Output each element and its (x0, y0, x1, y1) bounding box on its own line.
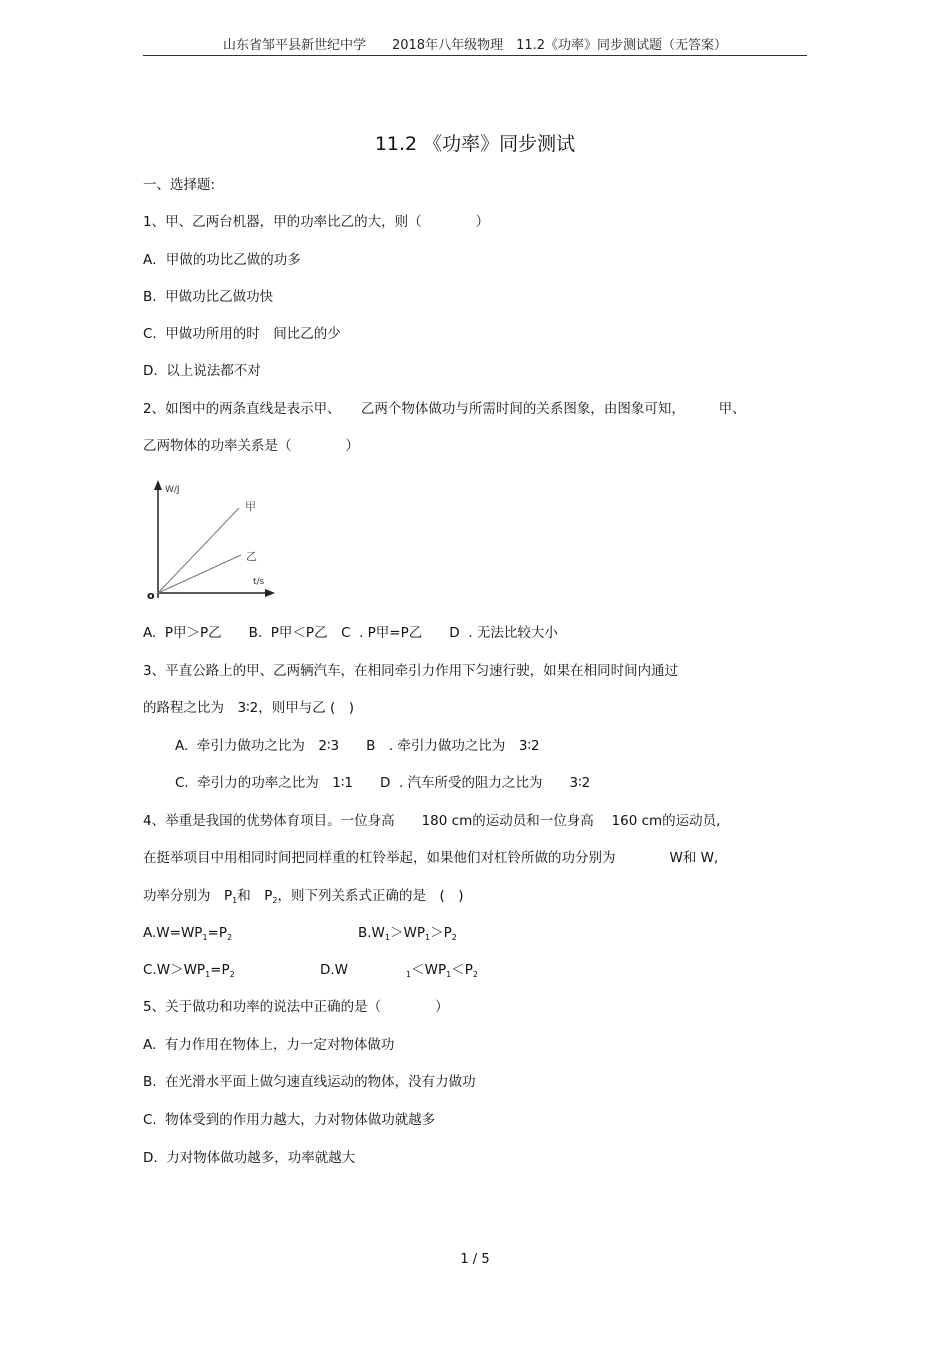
q2-stem-line2: 乙两物体的功率关系是（ ） (143, 438, 359, 454)
section-heading: 一、选择题: (143, 177, 216, 193)
q3-stem-line1: 3、平直公路上的甲、乙两辆汽车，在相同牵引力作用下匀速行驶，如果在相同时间内通过 (143, 663, 679, 679)
q3-options-row1: A. 牵引力做功之比为 2∶3 B . 牵引力做功之比为 3∶2 (175, 738, 540, 754)
q3-options-row2: C. 牵引力的功率之比为 1∶1 D . 汽车所受的阻力之比为 3∶2 (175, 775, 591, 791)
q1-option-a: A．甲做的功比乙做的功多 (143, 252, 301, 268)
q1-stem: 1、甲、乙两台机器，甲的功率比乙的大，则（ ） (143, 214, 490, 230)
q1-option-b: B. 甲做功比乙做功快 (143, 289, 274, 305)
x-axis-label: t/s (253, 577, 265, 587)
work-time-graph (143, 478, 283, 603)
q4-option-c: $C.W>WP_1=P_2$ (143, 962, 235, 979)
q4-stem-line1: 4、举重是我国的优势体育项目。一位身高 180 cm的运动员和一位身高 160 cm的运动员, (143, 813, 721, 829)
q5-stem: 5、关于做功和功率的说法中正确的是（ ） (143, 999, 449, 1015)
q4-option-d: D.W $_1<WP_1<P_2$ (320, 962, 478, 979)
line-jia (158, 508, 239, 593)
q4-stem-line3: 功率分别为 $P_1$和 $P_2$，则下列关系式正确的是 ( ) (143, 888, 464, 905)
header-rule (143, 55, 807, 56)
y-axis-label: W/J (165, 485, 180, 495)
q1-option-c: C. 甲做功所用的时 间比乙的少 (143, 326, 341, 342)
origin-label: o (147, 589, 155, 602)
line-yi-label: 乙 (246, 550, 257, 563)
page-header: 山东省邹平县新世纪中学 2018年八年级物理 11.2《功率》同步测试题（无答案） (222, 38, 728, 53)
q1-option-d: D. 以上说法都不对 (143, 363, 261, 379)
q5-option-d: D. 力对物体做功越多，功率就越大 (143, 1150, 356, 1166)
line-jia-label: 甲 (245, 500, 256, 513)
q5-option-c: C. 物体受到的作用力越大，力对物体做功就越多 (143, 1112, 436, 1128)
page-number: 1 / 5 (460, 1252, 490, 1267)
line-yi (158, 555, 241, 593)
q5-option-b: B. 在光滑水平面上做匀速直线运动的物体，没有力做功 (143, 1074, 476, 1090)
q5-option-a: A. 有力作用在物体上，力一定对物体做功 (143, 1037, 395, 1053)
y-axis-arrow (154, 480, 162, 490)
q2-options: A. P甲＞P乙 B. P甲＜P乙 C . P甲=P乙 D . 无法比较大小 (143, 625, 558, 641)
page-title: 11.2 《功率》同步测试 (374, 133, 576, 155)
q4-option-a: $A.W=WP_1=P_2$ (143, 925, 233, 942)
q2-stem-line1: 2、如图中的两条直线是表示甲、 乙两个物体做功与所需时间的关系图象，由图象可知， 甲、 (143, 401, 746, 417)
q3-stem-line2: 的路程之比为 3∶2，则甲与乙 ( ) (143, 700, 355, 716)
q4-option-b: $B.W_1>WP_1>P_2$ (358, 925, 457, 942)
x-axis-arrow (265, 589, 275, 597)
q4-stem-line2: 在挺举项目中用相同时间把同样重的杠铃举起，如果他们对杠铃所做的功分别为 W和 W, (143, 850, 719, 866)
